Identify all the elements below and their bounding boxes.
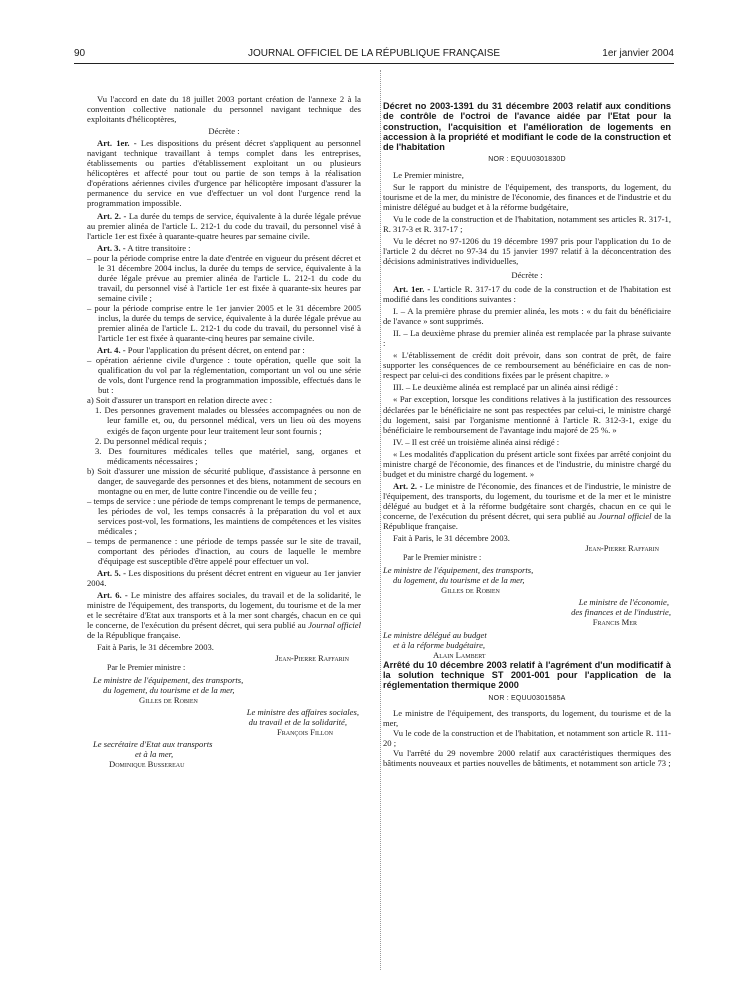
article-2	[383, 481, 671, 531]
intro-paragraph: Vu l'accord en date du 18 juillet 2003 portant création de l'annexe 2 à la convention collective nationale du personnel navigant technique des exploitants d'hélicoptères,	[87, 94, 361, 125]
journal-officiel-ref: Journal officiel	[308, 620, 361, 631]
quote-paragraph: « L'établissement de crédit doit prévoir, dans son contrat de prêt, de faire supporter les conséquences de ce remboursement au bénéficiaire en cas de non-respect par celui-ci des conditions fixées par le présent chapitre. »	[383, 350, 671, 381]
list-item: a) Soit d'assurer un transport en relation directe avec :	[87, 395, 273, 406]
decree-title: Décret no 2003-1391 du 31 décembre 2003 relatif aux conditions de contrôle de l'octroi de l'avance aidée par l'Etat pour la construction, l'acquisition et l'amélioration de logements en accession à la propriété et modifiant le code de la construction et de l'habitation	[383, 101, 671, 153]
minister-name: Gilles de Robien	[139, 694, 198, 705]
journal-officiel-ref: Journal officiel	[598, 510, 652, 521]
decree-nor: NOR : EQUU0301830D	[488, 156, 566, 164]
arrete-paragraph: Vu l'arrêté du 29 novembre 2000 relatif aux caractéristiques thermiques des bâtiments nouveaux et parties nouvelles de bâtiments, et notamment son article 73 ;	[383, 747, 671, 768]
list-item: – pour la période comprise entre la date d'entrée en vigueur du présent décret et le 31 décembre 2004 inclus, la durée du temps de service, équivalente à la durée légale prévue au premier alinéa de l'article L. 212-1 du code du travail, du personnel visé à l'article 1er est fixée à quarante-six heures par semaine civile ;	[87, 252, 361, 303]
minister-name: Dominique Bussereau	[109, 759, 185, 769]
list-item: 2. Du personnel médical requis ;	[95, 435, 207, 446]
minister-title: Le secrétaire d'Etat aux transports	[93, 738, 213, 749]
minister-title: et à la mer,	[135, 748, 174, 759]
header-rule	[74, 63, 674, 64]
article-5	[87, 568, 361, 588]
list-item: 1. Des personnes gravement malades ou blessées accompagnées ou non de leur famille et, ou, du personnel médical, vers un lieu où des moyens exigés de façon urgente pour leur traitement leur sont fournis ;	[95, 405, 361, 436]
arrete-title: Arrêté du 10 décembre 2003 relatif à l'agrément d'un modificatif à la solution technique ST 2001-001 pour l'application de la réglementation thermique 2000	[383, 659, 671, 691]
article-label: Art. 6. -	[97, 590, 128, 601]
arrete-paragraph: Vu le code de la construction et de l'habitation, et notamment son article R. 111-20 ;	[383, 727, 671, 748]
article-label: Art. 4. -	[97, 345, 126, 356]
minister-name: François Fillon	[276, 726, 333, 737]
minister-title: et à la réforme budgétaire,	[393, 639, 486, 650]
page-number: 90	[74, 48, 86, 59]
paragraph-i: I. – A la première phrase du premier alinéa, les mots : « du fait du bénéficiaire de l'avance » sont supprimés.	[383, 306, 671, 327]
list-item: – temps de service : une période de temps comprenant le temps de permanence, les périodes de vol, les temps consacrés à la préparation du vol et aux services post-vol, les formations, les maintiens de compétences et les visites médicales ;	[87, 495, 361, 536]
minister-title: des finances et de l'industrie,	[571, 607, 671, 618]
decrete-heading: Décrète :	[511, 269, 543, 280]
minister-title: du logement, du tourisme et de la mer,	[393, 575, 525, 586]
par-premier-ministre: Par le Premier ministre :	[403, 553, 482, 563]
article-text: Pour l'application du présent décret, on entend par :	[127, 345, 305, 356]
arrete-paragraph: Le ministre de l'équipement, des transports, du logement, du tourisme et de la mer,	[383, 707, 671, 728]
minister-name: Alain Lambert	[433, 649, 486, 660]
column-divider	[380, 70, 381, 970]
minister-title: Le ministre délégué au budget	[383, 629, 487, 640]
article-2	[87, 211, 361, 241]
article-1	[87, 138, 361, 208]
right-column	[383, 101, 671, 768]
list-item: 3. Des fournitures médicales telles que matériel, sang, organes et médicaments nécessaires ;	[95, 445, 361, 466]
decrete-heading: Décrète :	[208, 126, 240, 137]
fait-line: Fait à Paris, le 31 décembre 2003.	[393, 533, 510, 544]
article-text: La durée du temps de service, équivalente à la durée légale prévue au premier alinéa de l'article L. 212-1 du code du travail, du personnel visé à l'article 1er est fixée à quarante-quatre heures par semaine civile.	[87, 210, 361, 241]
minister-title: Le ministre de l'économie,	[578, 597, 669, 608]
article-text: de la République française.	[87, 630, 181, 641]
article-4	[87, 345, 361, 355]
article-text: L'article R. 317-17 du code de la construction et de l'habitation est modifié dans les conditions suivantes :	[383, 284, 671, 305]
list-item: – temps de permanence : une période de temps passée sur le site de travail, comportant des périodes d'inaction, au cours de laquelle le membre d'équipage est susceptible d'être appelé pour effectuer un vol.	[87, 536, 361, 567]
article-label: Art. 1er. -	[97, 138, 137, 149]
list-item: – opération aérienne civile d'urgence : toute opération, quelle que soit la qualification du vol par la réglementation, comportant un vol ou une série de vols, dont l'urgence rend la programmation impossible, effectués dans le but :	[87, 355, 361, 396]
fait-line: Fait à Paris, le 31 décembre 2003.	[97, 642, 214, 653]
journal-title: JOURNAL OFFICIEL DE LA RÉPUBLIQUE FRANÇAISE	[247, 48, 501, 59]
paragraph-iii: III. – Le deuxième alinéa est remplacé par un alinéa ainsi rédigé :	[393, 382, 619, 393]
quote-paragraph: « Par exception, lorsque les conditions relatives à la justification des ressources déclarées par le bénéficiaire ne sont pas respectées par celui-ci, le ministre chargé du logement, saisi par l'organisme mentionné à l'article R. 312-3-1, exige du bénéficiaire le remboursement de l'avantage indu majoré de 25 %. »	[383, 394, 671, 435]
signer-name: Jean-Pierre Raffarin	[585, 543, 659, 554]
minister-title: Le ministre de l'équipement, des transports,	[383, 565, 534, 576]
article-label: Art. 2. -	[97, 210, 127, 221]
arrete-nor: NOR : EQUU0301585A	[488, 694, 566, 702]
article-1	[383, 284, 671, 304]
article-6	[87, 590, 361, 640]
signer-name: Jean-Pierre Raffarin	[275, 652, 349, 663]
minister-title: du logement, du tourisme et de la mer,	[103, 684, 235, 695]
article-label: Art. 3. -	[97, 242, 126, 253]
paragraph-iv: IV. – Il est créé un troisième alinéa ainsi rédigé :	[393, 436, 560, 447]
issue-date: 1er janvier 2004	[602, 48, 674, 59]
left-column	[87, 94, 361, 769]
visa-paragraph: Vu le code de la construction et de l'habitation, notamment ses articles R. 317-1, R. 317-3 et R. 317-17 ;	[383, 213, 671, 234]
minister-title: Le ministre des affaires sociales,	[246, 706, 359, 717]
article-text: Les dispositions du présent décret s'appliquent au personnel navigant technique travaillant à temps complet dans les entreprises, établissements ou parties d'établissement exploitant un ou plusieurs hélicoptères et affecté pour tout ou partie de son temps à la réalisation d'opérations aériennes civiles d'urgence par hélicoptère imposant d'assurer la permanence du service en vue d'effectuer un vol dont l'urgence rend la programmation impossible.	[87, 138, 361, 209]
minister-name: Francis Mer	[592, 617, 637, 628]
minister-title: Le ministre de l'équipement, des transports,	[93, 674, 244, 685]
article-text: Le ministre de l'économie, des finances et de l'industrie, le ministre de l'équipement, des transports, du logement, du tourisme et de la mer et le ministre délégué au budget et à la réforme budgétaire sont chargés, chacun en ce qui le concerne, de l'exécution du présent décret, qui sera publié au	[383, 480, 671, 521]
page-header	[74, 48, 674, 62]
article-text: Les dispositions du présent décret entrent en vigueur au 1er janvier 2004.	[87, 568, 361, 589]
article-label: Art. 2. -	[393, 480, 423, 491]
article-text: de la République française.	[383, 510, 671, 532]
visa-paragraph: Vu le décret no 97-1206 du 19 décembre 1997 pris pour l'application du 1o de l'article 2 du décret no 97-34 du 15 janvier 1997 relatif à la déconcentration des décisions administratives individuelles,	[383, 235, 671, 266]
list-item: – pour la période comprise entre le 1er janvier 2005 et le 31 décembre 2005 inclus, la durée du temps de service, équivalente à la durée légale prévue au premier alinéa de l'article L. 212-1 du code du travail, du personnel visé à l'article 1er est fixée à quarante-cinq heures par semaine civile.	[87, 302, 361, 344]
paragraph-ii: II. – La deuxième phrase du premier alinéa est remplacée par la phrase suivante :	[383, 328, 671, 349]
minister-name: Gilles de Robien	[441, 585, 500, 596]
list-item: b) Soit d'assurer une mission de sécurité publique, d'assistance à personne en danger, de sauvegarde des personnes et des biens, notamment de secours en montagne ou en mer, de lutte contre l'incendie ou de veille feu ;	[87, 465, 361, 496]
minister-title: du travail et de la solidarité,	[248, 716, 347, 727]
visa-paragraph: Sur le rapport du ministre de l'équipement, des transports, du logement, du tourisme et de la mer, du ministre de l'économie, des finances et de l'industrie et du ministre délégué au budget et à la réforme budgétaire,	[383, 181, 671, 212]
article-text: A titre transitoire :	[127, 242, 191, 253]
article-label: Art. 1er. -	[393, 284, 431, 294]
article-3	[87, 243, 361, 253]
article-text: Le ministre des affaires sociales, du travail et de la solidarité, le ministre de l'équipement, des transports, du logement, du tourisme et de la mer et le secrétaire d'Etat aux transports et à la mer sont chargés, chacun en ce qui le concerne, de l'exécution du présent décret, qui sera publié au	[87, 590, 361, 631]
quote-paragraph: « Les modalités d'application du présent article sont fixées par arrêté conjoint du ministre chargé de l'économie, des finances et de l'industrie, du ministre chargé du budget et du ministre chargé du logement. »	[383, 448, 671, 479]
article-label: Art. 5. -	[97, 568, 127, 579]
premier-ministre: Le Premier ministre,	[393, 169, 464, 180]
par-premier-ministre: Par le Premier ministre :	[107, 662, 186, 672]
